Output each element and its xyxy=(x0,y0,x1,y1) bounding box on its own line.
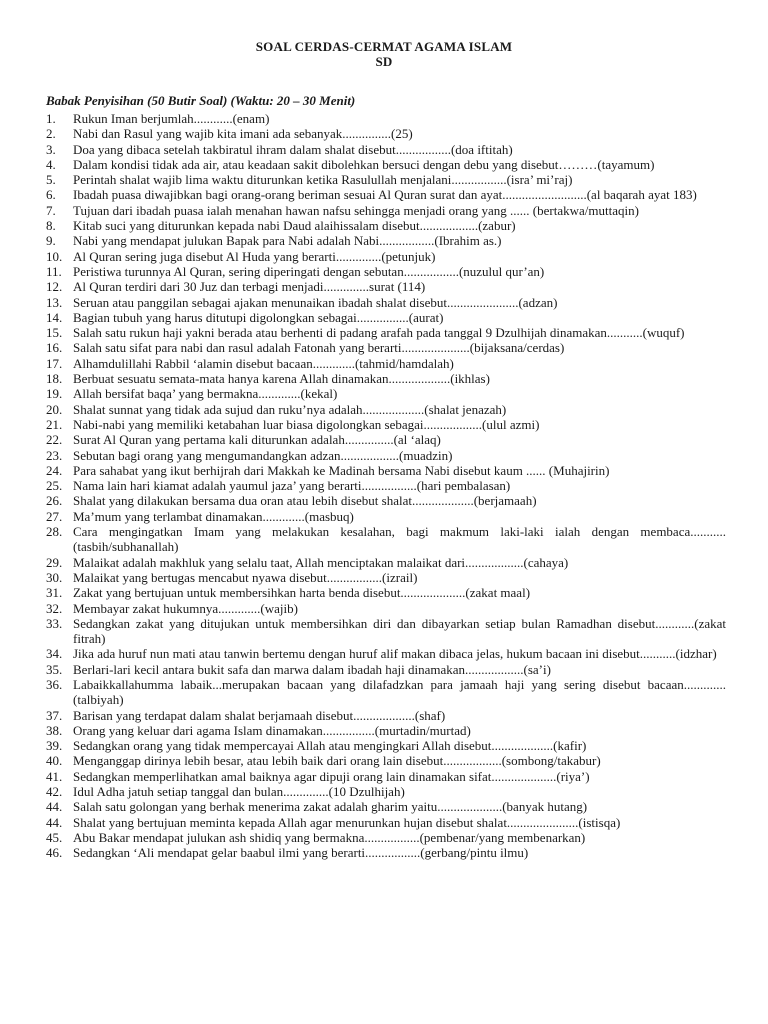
question-number: 14. xyxy=(46,309,63,325)
question-text: Nabi-nabi yang memiliki ketabahan luar biasa digolongkan sebagai..................(ulul azmi) xyxy=(73,416,540,432)
question-text: Al Quran sering juga disebut Al Huda yang berarti..............(petunjuk) xyxy=(73,248,436,264)
question-text: Malaikat adalah makhluk yang selalu taat, Allah menciptakan malaikat dari..................(cahaya) xyxy=(73,554,569,570)
question-item xyxy=(0,157,768,172)
question-number: 11. xyxy=(46,263,62,279)
question-list xyxy=(0,111,768,861)
question-number: 32. xyxy=(46,600,63,616)
question-item xyxy=(0,845,768,860)
section-heading: Babak Penyisihan (50 Butir Soal) (Waktu: 20 – 30 Menit) xyxy=(46,93,356,108)
question-text: Shalat yang dilakukan bersama dua oran atau lebih disebut shalat...................(berjamaah) xyxy=(73,493,537,509)
question-number: 4. xyxy=(46,156,56,172)
question-item xyxy=(0,111,768,126)
question-item xyxy=(0,187,768,202)
question-number: 42. xyxy=(46,784,63,800)
question-item xyxy=(0,371,768,386)
question-text: Orang yang keluar dari agama Islam dinamakan................(murtadin/murtad) xyxy=(73,722,471,738)
question-text: Doa yang dibaca setelah takbiratul ihram dalam shalat disebut.................(doa iftitah) xyxy=(73,141,513,157)
question-number: 27. xyxy=(46,508,63,524)
question-text: Surat Al Quran yang pertama kali diturunkan adalah...............(al ‘alaq) xyxy=(73,432,441,448)
question-number: 24. xyxy=(46,462,63,478)
question-item xyxy=(0,555,768,570)
question-number: 12. xyxy=(46,279,63,295)
question-item xyxy=(0,662,768,677)
question-number: 8. xyxy=(46,218,56,234)
question-item xyxy=(0,172,768,187)
question-number: 18. xyxy=(46,371,63,387)
question-item xyxy=(0,815,768,830)
question-item xyxy=(0,203,768,218)
question-number: 36. xyxy=(46,676,63,692)
question-item xyxy=(0,448,768,463)
question-item xyxy=(0,769,768,784)
question-number: 25. xyxy=(46,478,63,494)
question-item xyxy=(0,509,768,524)
question-item xyxy=(0,463,768,478)
question-number: 16. xyxy=(46,340,63,356)
question-number: 21. xyxy=(46,416,63,432)
question-item xyxy=(0,830,768,845)
question-text: Nama lain hari kiamat adalah yaumul jaza’ yang berarti.................(hari pembalasan) xyxy=(73,478,511,494)
question-text: Abu Bakar mendapat julukan ash shidiq yang bermakna.................(pembenar/yang membenarkan) xyxy=(73,829,586,845)
question-item xyxy=(0,784,768,799)
question-text: Peristiwa turunnya Al Quran, sering diperingati dengan sebutan.................(nuzulul qur’an) xyxy=(73,263,545,279)
question-item xyxy=(0,585,768,600)
question-text: Jika ada huruf nun mati atau tanwin bertemu dengan huruf alif makan dibaca jelas, hukum bacaan ini disebut...........(idzhar) xyxy=(73,646,717,662)
document-subtitle: SD xyxy=(375,54,393,69)
question-text: Ibadah puasa diwajibkan bagi orang-orang beriman sesuai Al Quran surat dan ayat..........................(al baqarah ayat 183) xyxy=(73,187,697,203)
question-item xyxy=(0,310,768,325)
question-item xyxy=(0,340,768,355)
question-number: 10. xyxy=(46,248,63,264)
question-item xyxy=(0,233,768,248)
question-text: Salah satu golongan yang berhak menerima zakat adalah gharim yaitu....................(banyak hutang) xyxy=(73,799,588,815)
question-item xyxy=(0,279,768,294)
question-text: Idul Adha jatuh setiap tanggal dan bulan..............(10 Dzulhijah) xyxy=(73,784,405,800)
question-text: Allah bersifat baqa’ yang bermakna.............(kekal) xyxy=(73,386,338,402)
question-item xyxy=(0,524,768,555)
question-number: 31. xyxy=(46,585,63,601)
question-item xyxy=(0,723,768,738)
question-text: Al Quran terdiri dari 30 Juz dan terbagi menjadi..............surat (114) xyxy=(73,279,426,295)
question-text: Ma’mum yang terlambat dinamakan.............(masbuq) xyxy=(73,508,354,524)
question-text: Sedangkan ‘Ali mendapat gelar baabul ilmi yang berarti.................(gerbang/pintu ilmu) xyxy=(73,845,529,861)
question-item xyxy=(0,417,768,432)
question-number: 19. xyxy=(46,386,63,402)
question-item xyxy=(0,356,768,371)
question-text: Nabi dan Rasul yang wajib kita imani ada sebanyak...............(25) xyxy=(73,126,413,142)
question-text: Bagian tubuh yang harus ditutupi digolongkan sebagai................(aurat) xyxy=(73,309,444,325)
question-text: Malaikat yang bertugas mencabut nyawa disebut.................(izrail) xyxy=(73,569,418,585)
question-item xyxy=(0,249,768,264)
question-text: Kitab suci yang diturunkan kepada nabi Daud alaihissalam disebut..................(zabur) xyxy=(73,218,516,234)
question-item xyxy=(0,218,768,233)
question-number: 33. xyxy=(46,615,63,631)
question-item xyxy=(0,493,768,508)
question-text: Sedangkan zakat yang ditujukan untuk membersihkan diri dan dibayarkan setiap bulan Ramadhan disebut............(zakat fitrah) xyxy=(73,615,726,647)
question-item xyxy=(0,325,768,340)
question-number: 20. xyxy=(46,401,63,417)
question-text: Perintah shalat wajib lima waktu diturunkan ketika Rasulullah menjalani.................(isra’ mi’raj) xyxy=(73,172,573,188)
question-number: 15. xyxy=(46,325,63,341)
question-number: 2. xyxy=(46,126,56,142)
question-text: Rukun Iman berjumlah............(enam) xyxy=(73,111,270,126)
question-item xyxy=(0,570,768,585)
question-item xyxy=(0,616,768,647)
question-number: 7. xyxy=(46,202,56,218)
question-text: Menganggap dirinya lebih besar, atau lebih baik dari orang lain disebut..................(sombong/takabur) xyxy=(73,753,601,769)
question-item xyxy=(0,478,768,493)
question-text: Dalam kondisi tidak ada air, atau keadaan sakit dibolehkan bersuci dengan debu yang disebut………(tayamum) xyxy=(73,156,655,172)
question-item xyxy=(0,386,768,401)
question-number: 44. xyxy=(46,799,63,815)
document-title: SOAL CERDAS-CERMAT AGAMA ISLAM xyxy=(255,39,513,54)
question-number: 29. xyxy=(46,554,63,570)
question-number: 28. xyxy=(46,524,63,540)
question-text: Sebutan bagi orang yang mengumandangkan adzan..................(muadzin) xyxy=(73,447,453,463)
question-text: Zakat yang bertujuan untuk membersihkan harta benda disebut....................(zakat maal) xyxy=(73,585,531,601)
question-text: Alhamdulillahi Rabbil ‘alamin disebut bacaan.............(tahmid/hamdalah) xyxy=(73,355,454,371)
question-number: 46. xyxy=(46,845,63,861)
question-text: Shalat sunnat yang tidak ada sujud dan ruku’nya adalah...................(shalat jenazah) xyxy=(73,401,507,417)
question-number: 40. xyxy=(46,753,63,769)
question-item xyxy=(0,646,768,661)
question-text: Tujuan dari ibadah puasa ialah menahan hawan nafsu sehingga menjadi orang yang ...... (bertakwa/muttaqin) xyxy=(73,202,639,218)
question-text: Para sahabat yang ikut berhijrah dari Makkah ke Madinah bersama Nabi disebut kaum ...... (Muhajirin) xyxy=(73,462,610,478)
question-number: 34. xyxy=(46,646,63,662)
question-number: 41. xyxy=(46,768,63,784)
question-item xyxy=(0,738,768,753)
question-text: Labaikkallahumma labaik...merupakan bacaan yang dilafadzkan para jamaah haji yang sering disebut bacaan.............(talbiyah) xyxy=(73,676,726,708)
question-text: Salah satu sifat para nabi dan rasul adalah Fatonah yang berarti.....................(bijaksana/cerdas) xyxy=(73,340,565,356)
question-number: 3. xyxy=(46,141,56,157)
question-text: Shalat yang bertujuan meminta kepada Allah agar menurunkan hujan disebut shalat......................(istisqa) xyxy=(73,814,621,830)
question-text: Cara mengingatkan Imam yang melakukan kesalahan, bagi makmum laki-laki ialah dengan membaca...........(tasbih/subhanallah) xyxy=(73,524,726,555)
question-text: Sedangkan memperlihatkan amal baiknya agar dipuji orang lain dinamakan sifat....................(riya’) xyxy=(73,768,590,784)
question-item xyxy=(0,432,768,447)
question-number: 30. xyxy=(46,569,63,585)
question-number: 17. xyxy=(46,355,63,371)
question-number: 9. xyxy=(46,233,56,249)
question-number: 44. xyxy=(46,814,63,830)
question-text: Barisan yang terdapat dalam shalat berjamaah disebut...................(shaf) xyxy=(73,707,446,723)
question-number: 22. xyxy=(46,432,63,448)
question-item xyxy=(0,601,768,616)
question-text: Nabi yang mendapat julukan Bapak para Nabi adalah Nabi.................(Ibrahim as.) xyxy=(73,233,502,249)
question-number: 1. xyxy=(46,111,56,126)
question-item xyxy=(0,264,768,279)
question-text: Berlari-lari kecil antara bukit safa dan marwa dalam ibadah haji dinamakan..................(sa’i) xyxy=(73,661,551,677)
question-item xyxy=(0,753,768,768)
question-number: 13. xyxy=(46,294,63,310)
question-number: 38. xyxy=(46,722,63,738)
question-number: 6. xyxy=(46,187,56,203)
question-item xyxy=(0,799,768,814)
question-text: Berbuat sesuatu semata-mata hanya karena Allah dinamakan...................(ikhlas) xyxy=(73,371,490,387)
question-number: 45. xyxy=(46,829,63,845)
question-number: 23. xyxy=(46,447,63,463)
question-number: 37. xyxy=(46,707,63,723)
question-item xyxy=(0,126,768,141)
question-number: 26. xyxy=(46,493,63,509)
question-text: Salah satu rukun haji yakni berada atau berhenti di padang arafah pada tanggal 9 Dzulhijah dinamakan...........(wuquf) xyxy=(73,325,685,341)
question-text: Sedangkan orang yang tidak mempercayai Allah atau mengingkari Allah disebut...................(kafir) xyxy=(73,738,587,754)
question-number: 35. xyxy=(46,661,63,677)
question-number: 5. xyxy=(46,172,56,188)
question-item xyxy=(0,402,768,417)
question-text: Seruan atau panggilan sebagai ajakan menunaikan ibadah shalat disebut......................(adzan) xyxy=(73,294,558,310)
question-text: Membayar zakat hukumnya.............(wajib) xyxy=(73,600,298,616)
question-item xyxy=(0,708,768,723)
question-item xyxy=(0,142,768,157)
question-number: 39. xyxy=(46,738,63,754)
question-item xyxy=(0,677,768,708)
question-item xyxy=(0,295,768,310)
